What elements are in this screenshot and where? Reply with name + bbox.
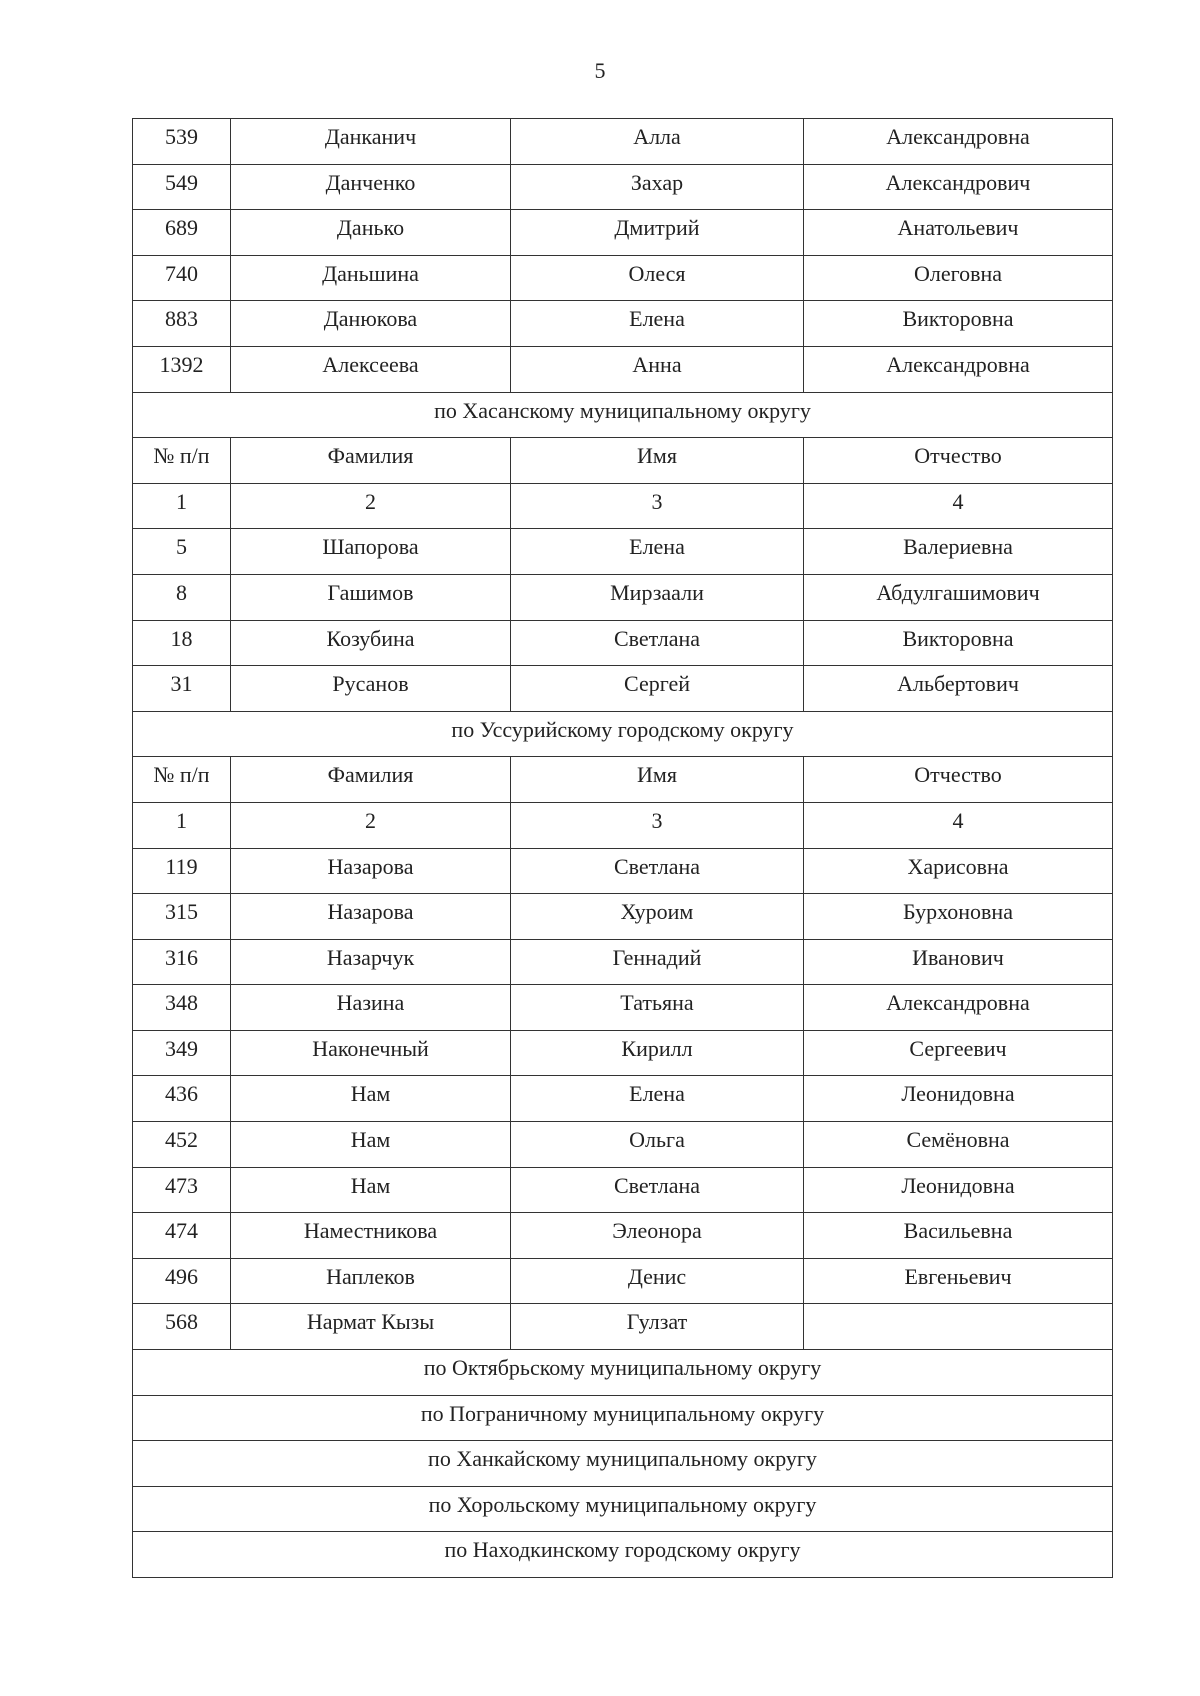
patronymic-cell: Леонидовна	[804, 1167, 1113, 1213]
section-title: по Хасанскому муниципальному округу	[133, 392, 1113, 438]
table-row	[133, 985, 1113, 1031]
roster-table	[132, 118, 1113, 1578]
last-name-cell: Фамилия	[231, 438, 511, 484]
row-number-cell: 549	[133, 164, 231, 210]
patronymic-cell: Евгеньевич	[804, 1258, 1113, 1304]
section-header-row	[133, 1486, 1113, 1532]
section-title: по Находкинскому городскому округу	[133, 1532, 1113, 1578]
last-name-cell: Наплеков	[231, 1258, 511, 1304]
table-row	[133, 1030, 1113, 1076]
section-title: по Уссурийскому городскому округу	[133, 711, 1113, 757]
patronymic-cell: Альбертович	[804, 666, 1113, 712]
first-name-cell: Имя	[511, 438, 804, 484]
first-name-cell: Хуроим	[511, 894, 804, 940]
section-header-row	[133, 1532, 1113, 1578]
last-name-cell: Наконечный	[231, 1030, 511, 1076]
patronymic-cell	[804, 1304, 1113, 1350]
table-row	[133, 301, 1113, 347]
last-name-cell: 2	[231, 802, 511, 848]
first-name-cell: Алла	[511, 119, 804, 165]
first-name-cell: Анна	[511, 346, 804, 392]
table-row	[133, 939, 1113, 985]
row-number-cell: 348	[133, 985, 231, 1031]
row-number-cell: 452	[133, 1122, 231, 1168]
patronymic-cell: Викторовна	[804, 620, 1113, 666]
last-name-cell: 2	[231, 483, 511, 529]
first-name-cell: Татьяна	[511, 985, 804, 1031]
last-name-cell: Шапорова	[231, 529, 511, 575]
last-name-cell: Назина	[231, 985, 511, 1031]
section-title: по Хорольскому муниципальному округу	[133, 1486, 1113, 1532]
last-name-cell: Нам	[231, 1167, 511, 1213]
last-name-cell: Назарчук	[231, 939, 511, 985]
patronymic-cell: Отчество	[804, 438, 1113, 484]
section-header-row	[133, 1395, 1113, 1441]
table-row	[133, 574, 1113, 620]
table-row	[133, 1213, 1113, 1259]
first-name-cell: Геннадий	[511, 939, 804, 985]
row-number-cell: 1	[133, 802, 231, 848]
last-name-cell: Назарова	[231, 848, 511, 894]
patronymic-cell: Александровна	[804, 985, 1113, 1031]
table-row	[133, 346, 1113, 392]
first-name-cell: Ольга	[511, 1122, 804, 1168]
first-name-cell: Гулзат	[511, 1304, 804, 1350]
section-header-row	[133, 711, 1113, 757]
patronymic-cell: Александровна	[804, 346, 1113, 392]
patronymic-cell: Абдулгашимович	[804, 574, 1113, 620]
first-name-cell: Захар	[511, 164, 804, 210]
patronymic-cell: Бурхоновна	[804, 894, 1113, 940]
first-name-cell: Сергей	[511, 666, 804, 712]
row-number-cell: № п/п	[133, 757, 231, 803]
first-name-cell: Светлана	[511, 620, 804, 666]
table-row	[133, 666, 1113, 712]
patronymic-cell: 4	[804, 483, 1113, 529]
row-number-cell: 1392	[133, 346, 231, 392]
row-number-cell: 689	[133, 210, 231, 256]
page-number: 5	[594, 58, 606, 83]
first-name-cell: Денис	[511, 1258, 804, 1304]
patronymic-cell: Олеговна	[804, 255, 1113, 301]
table-row	[133, 1304, 1113, 1350]
last-name-cell: Даньшина	[231, 255, 511, 301]
table-row	[133, 483, 1113, 529]
table-row	[133, 255, 1113, 301]
patronymic-cell: Харисовна	[804, 848, 1113, 894]
table-row	[133, 438, 1113, 484]
last-name-cell: Назарова	[231, 894, 511, 940]
row-number-cell: 436	[133, 1076, 231, 1122]
table-row	[133, 164, 1113, 210]
last-name-cell: Алексеева	[231, 346, 511, 392]
row-number-cell: 18	[133, 620, 231, 666]
last-name-cell: Нармат Кызы	[231, 1304, 511, 1350]
table-row	[133, 119, 1113, 165]
section-title: по Пограничному муниципальному округу	[133, 1395, 1113, 1441]
row-number-cell: 316	[133, 939, 231, 985]
row-number-cell: 5	[133, 529, 231, 575]
first-name-cell: Мирзаали	[511, 574, 804, 620]
patronymic-cell: 4	[804, 802, 1113, 848]
row-number-cell: 568	[133, 1304, 231, 1350]
table-row	[133, 1167, 1113, 1213]
row-number-cell: 539	[133, 119, 231, 165]
patronymic-cell: Семёновна	[804, 1122, 1113, 1168]
last-name-cell: Данько	[231, 210, 511, 256]
first-name-cell: Елена	[511, 1076, 804, 1122]
roster-table-body	[133, 119, 1113, 1578]
patronymic-cell: Леонидовна	[804, 1076, 1113, 1122]
first-name-cell: Елена	[511, 529, 804, 575]
table-row	[133, 1076, 1113, 1122]
row-number-cell: 474	[133, 1213, 231, 1259]
section-header-row	[133, 1441, 1113, 1487]
patronymic-cell: Иванович	[804, 939, 1113, 985]
section-header-row	[133, 392, 1113, 438]
row-number-cell: 1	[133, 483, 231, 529]
table-row	[133, 848, 1113, 894]
first-name-cell: 3	[511, 483, 804, 529]
patronymic-cell: Александрович	[804, 164, 1113, 210]
table-row	[133, 802, 1113, 848]
last-name-cell: Фамилия	[231, 757, 511, 803]
patronymic-cell: Анатольевич	[804, 210, 1113, 256]
first-name-cell: Имя	[511, 757, 804, 803]
section-title: по Ханкайскому муниципальному округу	[133, 1441, 1113, 1487]
last-name-cell: Наместникова	[231, 1213, 511, 1259]
table-row	[133, 210, 1113, 256]
table-row	[133, 620, 1113, 666]
first-name-cell: Елена	[511, 301, 804, 347]
table-row	[133, 894, 1113, 940]
row-number-cell: 740	[133, 255, 231, 301]
first-name-cell: Кирилл	[511, 1030, 804, 1076]
row-number-cell: № п/п	[133, 438, 231, 484]
row-number-cell: 883	[133, 301, 231, 347]
last-name-cell: Данюкова	[231, 301, 511, 347]
row-number-cell: 315	[133, 894, 231, 940]
first-name-cell: Олеся	[511, 255, 804, 301]
last-name-cell: Нам	[231, 1076, 511, 1122]
first-name-cell: Светлана	[511, 1167, 804, 1213]
last-name-cell: Гашимов	[231, 574, 511, 620]
last-name-cell: Русанов	[231, 666, 511, 712]
last-name-cell: Данканич	[231, 119, 511, 165]
table-row	[133, 529, 1113, 575]
row-number-cell: 8	[133, 574, 231, 620]
patronymic-cell: Александровна	[804, 119, 1113, 165]
row-number-cell: 31	[133, 666, 231, 712]
table-row	[133, 1258, 1113, 1304]
row-number-cell: 473	[133, 1167, 231, 1213]
patronymic-cell: Васильевна	[804, 1213, 1113, 1259]
row-number-cell: 119	[133, 848, 231, 894]
patronymic-cell: Отчество	[804, 757, 1113, 803]
patronymic-cell: Валериевна	[804, 529, 1113, 575]
last-name-cell: Нам	[231, 1122, 511, 1168]
row-number-cell: 349	[133, 1030, 231, 1076]
table-row	[133, 1122, 1113, 1168]
patronymic-cell: Сергеевич	[804, 1030, 1113, 1076]
last-name-cell: Данченко	[231, 164, 511, 210]
table-row	[133, 757, 1113, 803]
row-number-cell: 496	[133, 1258, 231, 1304]
first-name-cell: 3	[511, 802, 804, 848]
first-name-cell: Дмитрий	[511, 210, 804, 256]
first-name-cell: Светлана	[511, 848, 804, 894]
first-name-cell: Элеонора	[511, 1213, 804, 1259]
section-title: по Октябрьскому муниципальному округу	[133, 1350, 1113, 1396]
patronymic-cell: Викторовна	[804, 301, 1113, 347]
last-name-cell: Козубина	[231, 620, 511, 666]
section-header-row	[133, 1350, 1113, 1396]
